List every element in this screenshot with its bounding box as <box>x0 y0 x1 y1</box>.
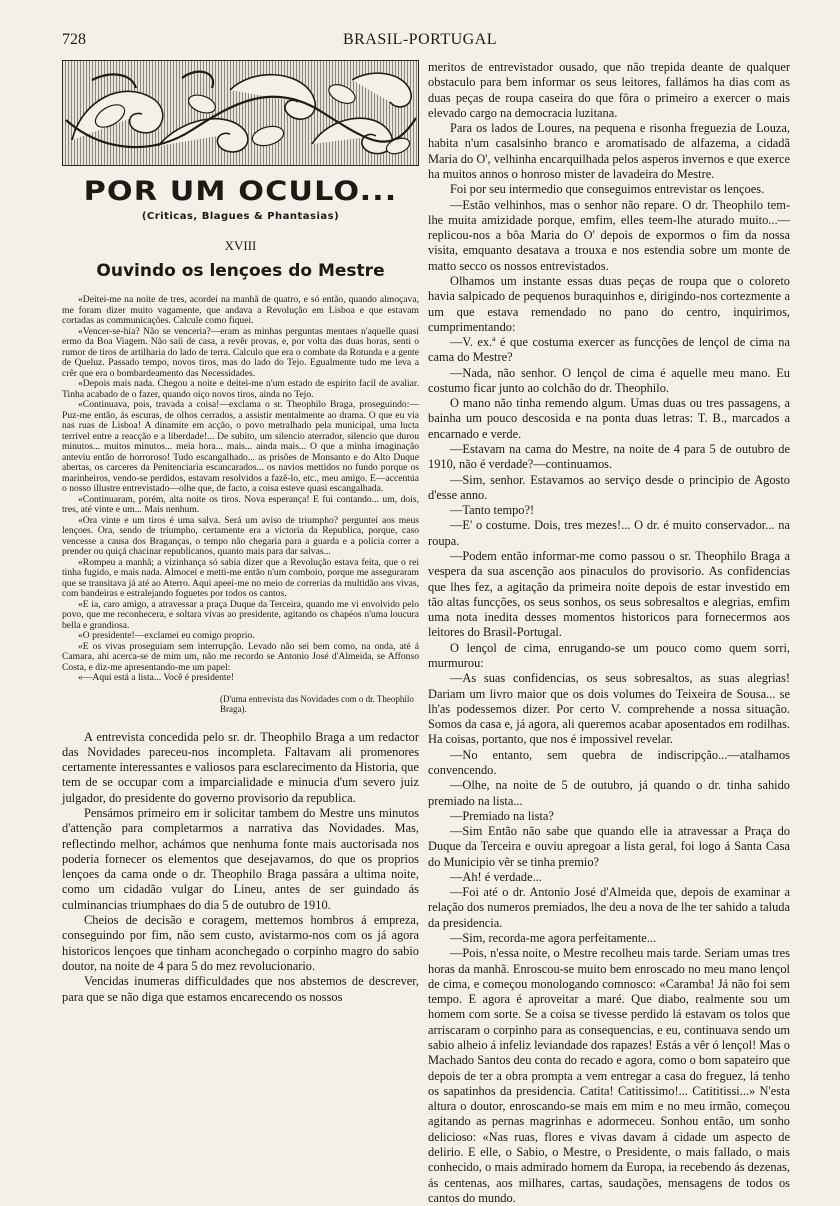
chapter-numeral: XVIII <box>224 238 257 253</box>
quote-paragraph: «E os vivas proseguiam sem interrupção. Levado não sei bem como, na onda, até á Camara, ahi acerca-se de mim um, não me recordo se Antonio José d'Almeida, se Affonso Costa, e diz-me apresentando-me um papel: <box>62 640 419 673</box>
body-paragraph: Cheios de decisão e coragem, mettemos hombros á empreza, conseguindo por fim, não sem custo, avistarmo-nos com os já agora historicos lençoes que tinham aconchegado o corpinho magro do sabio doutor, na noite de 4 para 5 do mez revolucionario. <box>62 913 419 973</box>
quote-paragraph: «Rompeu a manhã; a vizinhança só sabia dizer que a Revolução estava feita, que o rei tinha fugido, e mais nada. Almocei e metti-me então n'um comboio, porque me asseguraram que se transitava já até ao Aterro. Aqui apeei-me no meio de correrias da multidão aos vivas, com bandeiras e estralejando foguetes por todos os cantos. <box>62 556 419 599</box>
body-paragraph: O lençol de cima, enrugando-se um pouco como quem sorri, murmurou: <box>428 640 790 670</box>
body-paragraph: meritos de entrevistador ousado, que não trepida deante de qualquer obstaculo para bem informar os seus leitores, fallámos ha dias com as duas peças de roupa caseira do que fôra o primeiro a exercer o mais elevado cargo na democracia luzitana. <box>428 60 790 120</box>
quote-paragraph: «Continuaram, porém, alta noite os tiros. Nova esperança! E fui contando... um, dois, tres, até vinte e um... Mais nenhum. <box>62 493 419 515</box>
quote-paragraph: «Ora vinte e um tiros é uma salva. Será um aviso de triumpho? pergunteí aos meus lençoes. Ora, sendo de triumpho, certamente era a victoria da Republica, porque, caso vencesse a causa dos Braganças, o tempo não chegaria para a guarda e a policia correr a prender ou quiçá chacinar republicanos, quanto mais para dar salvas... <box>62 514 419 557</box>
body-paragraph: —Sim, senhor. Estavamos ao serviço desde o principio de Agosto d'esse anno. <box>428 472 790 502</box>
body-paragraph: —As suas confidencias, os seus sobresaltos, as suas alegrias! Dariam um livro maior que os dois volumes do Teixeira de Sousa... se lh'as podessemos dizer. Por certo V. comprehende a nossa situação. Somos da casa e, já agora, ali queremos acabar aposentados em rodilhas. Ha coisas, portanto, que nos é impossivel revelar. <box>428 671 790 747</box>
body-paragraph: —Premiado na lista? <box>450 808 554 823</box>
body-paragraph: —Nada, não senhor. O lençol de cima é aquelle meu mano. Eu costumo ficar junto ao colchão do dr. Theophilo. <box>428 365 790 395</box>
body-paragraph: —Sim, recorda-me agora perfeitamente... <box>450 931 657 946</box>
body-paragraph: Para os lados de Loures, na pequena e risonha freguezia de Louza, habita n'um casalsinho branco e aromatisado de alfazema, a cidadã Maria do O', velhinha encarquilhada pelos asperos invernos e que exerce ha muitos annos o honroso mister de lavadeira do Mestre. <box>428 121 790 181</box>
body-paragraph: —Olhe, na noite de 5 de outubro, já quando o dr. tinha sahido premiado na lista... <box>428 778 790 808</box>
body-paragraph: —Podem então informar-me como passou o sr. Theophilo Braga a vespera da sua ascenção aos pinaculos do provisorio. As confidencias que lhes fez, a agitação da primeira noite depois de estar investido em tão altas funcções, os seus sonhos, os seus sobresaltos e alegrias, emfim uma nota inedita desses momentos historicos para fornecermos aos leitores do Brasil-Portugal. <box>428 549 790 640</box>
quote-paragraph: «Continuava, pois, travada a coisa!—exclama o sr. Theophilo Braga, proseguindo:—Puz-me então, ás escuras, de olhos cerrados, a assistir mentalmente ao drama. O que eu via nas ruas de Lisboa! A dinamite em acção, o povo metralhado pela municipal, uma lucta terrivel entre a reacção e a liberdade!... De subito, um silencio aterrador, silencio que durou minutos... muitos minutos... meia hora... mais... ainda mais... O que a minha imaginação anteviu então de horroroso! Tudo escangalhado... as prisões de Monsanto e do Alto Duque abertas, os carceres da Penitenciaria escancarados... os navios mettidos no fundo porque os marinheiros, vendo-se perdidos, estavam resolvidos a fazê-lo, etc., meu amigo. E—accentúa o nosso illustre entrevistado—olhe que, de facto, a coisa esteve quasi escangalhada. <box>62 399 419 494</box>
quote-source: (D'uma entrevista das Novidades com o dr. Theophilo Braga). <box>220 693 414 714</box>
left-column <box>62 60 419 1170</box>
body-paragraph: —Estão velhinhos, mas o senhor não repare. O dr. Theophilo tem-lhe muita amizidade porque, emfim, elles teem-lhe aturado muito...—replicou-nos a bôa Maria do O' depois de expormos o fim da nossa visita, emquanto desatava a trouxa e nos estendia sobre um monte de matto secco os nossos entrevistados. <box>428 197 790 273</box>
body-paragraph: —Ah! é verdade... <box>450 869 542 884</box>
quote-paragraph: «—Aqui está a lista... Você é presidente! <box>78 672 235 683</box>
quote-paragraph: «E ia, caro amigo, a atravessar a praça Duque da Terceira, quando me vi envolvido pelo povo, que me reconhecera, e soltara vivas ao presidente, agitando os chapéos n'uma loucura bella e grandiosa. <box>62 598 419 631</box>
quote-paragraph: «Deitei-me na noite de tres, acordei na manhã de quatro, e só então, quando almoçava, me foram dizer muito vagamente, que andava a Revolução em Lisboa e que estavam cortadas as communicações. Calcule como fiquei. <box>62 294 419 326</box>
body-paragraph: —No entanto, sem quebra de indiscripção...—atalhamos convencendo. <box>428 747 790 777</box>
body-paragraph: Pensámos primeiro em ir solicitar tambem do Mestre uns minutos d'attenção para completarmos a narrativa das Novidades. Mas, reflectindo melhor, achámos que nenhuma fonte mais auctorisada nos poderia fornecer os elementos que desejavamos, do que os proprios lençoes da cama onde o dr. Theophilo Braga passára a ultima noite, como um cidadão vulgar do Lineu, antes de ser guindado ás culminancias triumphaes do dia 5 de outubro de 1910. <box>62 805 419 912</box>
quote-paragraph: «O presidente!—exclamei eu comigo proprio. <box>78 630 255 641</box>
body-paragraph: O mano não tinha remendo algum. Umas duas ou tres passagens, a bainha um pouco descosida e na ponta duas letras: T. B., marcados a encarnado e verde. <box>428 396 790 441</box>
left-body-text <box>62 730 419 1005</box>
body-paragraph: A entrevista concedida pelo sr. dr. Theophilo Braga a um redactor das Novidades pareceu-nos incompleta. Faltavam ali promenores certamente interessantes e valiosos para esclarecimento da Historia, que tem de se occupar com a imparcialidade e minucia d'um severo juiz julgador, do presidente do governo provisorio da republica. <box>62 729 419 805</box>
body-paragraph: Foi por seu intermedio que conseguimos entrevistar os lençoes. <box>450 182 765 197</box>
right-column <box>428 60 790 1205</box>
acanthus-ornament-icon <box>62 60 419 166</box>
body-paragraph: —V. ex.ª é que costuma exercer as funcções de lençol de cima na cama do Mestre? <box>428 335 790 365</box>
epigraph-quote <box>62 295 419 684</box>
body-paragraph: Vencidas inumeras difficuldades que nos abstemos de descrever, para que se não diga que estamos encarecendo os nossos <box>62 974 419 1004</box>
body-paragraph: Olhamos um instante essas duas peças de roupa que o coloreto havia salpicado de pequenos buraquinhos e, dirigindo-nos cortezmente a um que estava remendado no pano do centro, inquirimos, cumprimentando: <box>428 273 790 334</box>
body-paragraph: —Tanto tempo?! <box>450 503 535 518</box>
body-paragraph: —Foi até o dr. Antonio José d'Almeida que, depois de examinar a relação dos numeros premiados, lhe deu a nova de lhe ter sahido a taluda da presidencia. <box>428 885 790 930</box>
body-paragraph: —Sim Então não sabe que quando elle ia atravessar a Praça do Duque da Terceira e ouviu apregoar a lista geral, foi logo á Santa Casa do Municipio vêr se tinha premio? <box>428 824 790 869</box>
body-paragraph: —E' o costume. Dois, tres mezes!... O dr. é muito conservador... na roupa. <box>428 518 790 548</box>
page-number: 728 <box>62 31 86 48</box>
running-title: BRASIL-PORTUGAL <box>342 31 498 48</box>
body-paragraph: —Estavam na cama do Mestre, na noite de 4 para 5 de outubro de 1910, não é verdade?—continuamos. <box>428 442 790 472</box>
article-title: POR UM OCULO... <box>83 176 398 207</box>
body-paragraph: —Pois, n'essa noite, o Mestre recolheu mais tarde. Seriam umas tres horas da manhã. Enroscou-se muito bem enroscado no meu mano lençol de cima, e começou monologando comnosco: «Caramba! Já não foi sem tempo. E agora é aproveitar a maré. Que diabo, realmente sou um homem com sorte. Se a coisa se tivesse perdido lá estavam os tolos que arriscaram o corpinho para as consequencias, e eu, continuava sendo um sabio alheio á infeliz leviandade dos rapazes! Estás a vêr ó lençol! Mas o Machado Santos deu conta do recado e agora, como o bom sapateiro que depois de ter a obra prompta a vem entregar a casa do freguez, lá tenho os sapatinhos da presidencia. Catita! Catitissimo!... Catititissi...» N'esta altura o doutor, enroscando-se mais em mim e no meu irmão, começou agitando as pernas magrinhas e adormeceu. Sonhou então, um sonho delicioso: «Nas ruas, flores e vivas davam á cidade um aspecto de delirio. E elle, o Sabio, o Mestre, o Presidente, o mais fallado, o mais conhecido, o mais admirado homem da Europa, ia recebendo ás dezenas, ás centenas, aos milhares, cartas, saudações, mensagens de todos os cantos do mundo. <box>428 946 790 1205</box>
quote-paragraph: «Vencer-se-hia? Não se venceria?—eram as minhas perguntas mentaes n'aquelle quasi ermo da Boa Viagem. Não saíi de casa, a revêr provas, e, por volta das duas horas, senti o rumor de tiros de artilharia do lado de terra. Calculo que era o combate da Rotunda e a gente de Queluz. Passado tempo, novos tiros, mas do lado do Tejo. Egualmente tudo me leva a crêr que era o bombardeamento das Necessidades. <box>62 325 419 379</box>
article-subtitle: (Criticas, Blagues & Phantasias) <box>141 211 340 222</box>
quote-paragraph: «Depois mais nada. Chegou a noite e deitei-me n'um estado de espirito facil de avaliar. Tinha acabado de o fazer, quando oiço novos tiros, ainda no Tejo. <box>62 378 419 400</box>
article-heading: Ouvindo os lençoes do Mestre <box>96 261 385 281</box>
